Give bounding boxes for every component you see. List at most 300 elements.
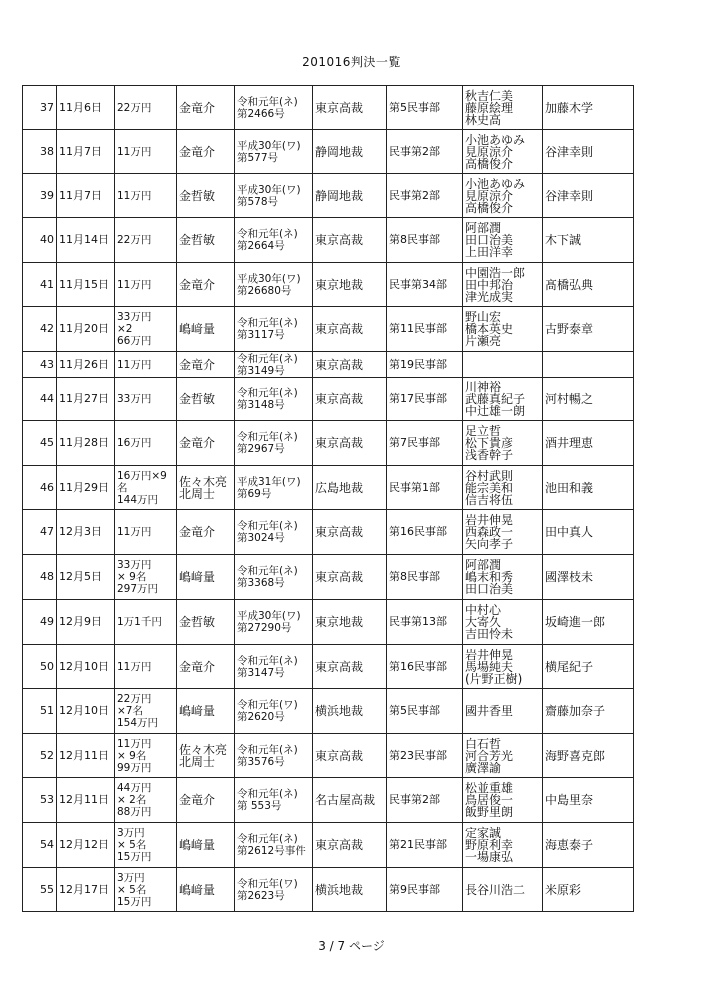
- judge-names-line: 中園浩一郎: [465, 265, 526, 280]
- plaintiff-attorney-line: 金竜介: [179, 525, 216, 539]
- court-name: 東京高裁: [313, 352, 387, 378]
- judge-names-line: 高橋俊介: [465, 156, 514, 171]
- award-amount: [115, 218, 177, 263]
- row-number: 49: [23, 600, 57, 645]
- award-amount-line: 44万円: [117, 782, 152, 794]
- plaintiff-attorney: [177, 778, 235, 823]
- case-number: [235, 218, 313, 263]
- case-number: [235, 174, 313, 218]
- case-number-line: 令和元年(ネ): [237, 833, 298, 845]
- award-amount: [115, 823, 177, 868]
- table-body: [23, 86, 634, 912]
- table-row: [23, 352, 634, 378]
- defendant-name: 髙橋弘典: [543, 263, 634, 307]
- plaintiff-attorney-line: 金竜介: [179, 277, 216, 292]
- award-amount-line: 16万円×9: [117, 469, 167, 482]
- table-row: [23, 174, 634, 218]
- table-row: [23, 307, 634, 352]
- judge-names-line: 橋本英史: [465, 322, 514, 336]
- row-number: 52: [23, 734, 57, 778]
- page-footer: 3 / 7 ページ: [318, 939, 385, 953]
- award-amount: [115, 263, 177, 307]
- court-name: 横浜地裁: [313, 689, 387, 734]
- plaintiff-attorney-line: 佐々木亮: [179, 742, 228, 757]
- award-amount: [115, 352, 177, 378]
- judgment-date: 12月10日: [57, 645, 115, 689]
- court-name: 東京高裁: [313, 307, 387, 352]
- case-number: [235, 734, 313, 778]
- award-amount-line: ×7名: [117, 705, 143, 717]
- judge-names-line: 小池あゆみ: [465, 132, 526, 147]
- judgment-date: 11月26日: [57, 352, 115, 378]
- judge-names-line: 阿部潤: [465, 221, 502, 235]
- case-number: [235, 600, 313, 645]
- court-name: 東京高裁: [313, 823, 387, 868]
- defendant-name: 海恵泰子: [543, 823, 634, 868]
- defendant-name: 河村暢之: [543, 378, 634, 421]
- row-number: 44: [23, 378, 57, 421]
- judgment-date: 12月11日: [57, 734, 115, 778]
- row-number: 40: [23, 218, 57, 263]
- defendant-name: 谷津幸則: [543, 130, 634, 174]
- case-number-line: 第2612号事件: [237, 845, 306, 857]
- judgment-date: 11月29日: [57, 466, 115, 510]
- row-number: 47: [23, 510, 57, 555]
- award-amount: [115, 174, 177, 218]
- judge-names-line: 足立哲: [465, 424, 502, 438]
- judge-names: [463, 130, 543, 174]
- case-number-line: 令和元年(ネ): [237, 520, 298, 532]
- plaintiff-attorney-line: 北周士: [179, 486, 216, 501]
- court-division: 民事第2部: [387, 174, 463, 218]
- award-amount-line: × 9名: [117, 749, 147, 762]
- case-number-line: 令和元年(ネ): [237, 743, 298, 756]
- judge-names-line: 林史高: [465, 112, 502, 127]
- judge-names-line: 長谷川浩二: [465, 882, 526, 897]
- judge-names: [463, 352, 543, 378]
- judgment-date: 11月20日: [57, 307, 115, 352]
- judge-names: [463, 555, 543, 600]
- judge-names: [463, 510, 543, 555]
- judge-names-line: 松並重雄: [465, 781, 514, 795]
- case-number-line: 令和元年(ネ): [237, 431, 298, 443]
- judge-names-line: 國井香里: [465, 704, 514, 718]
- table-row: [23, 218, 634, 263]
- case-number-line: 第3148号: [237, 399, 285, 411]
- table-row: [23, 130, 634, 174]
- table-row: [23, 823, 634, 868]
- case-number-line: 令和元年(ネ): [237, 654, 298, 667]
- defendant-name: 古野泰章: [543, 307, 634, 352]
- case-number-line: 令和元年(ネ): [237, 565, 298, 577]
- case-number-line: 令和元年(ネ): [237, 352, 298, 365]
- table-row: [23, 734, 634, 778]
- case-number-line: 平成30年(ワ): [237, 183, 301, 196]
- award-amount: [115, 689, 177, 734]
- award-amount-line: 99万円: [117, 761, 152, 774]
- case-number: [235, 823, 313, 868]
- court-name: 横浜地裁: [313, 868, 387, 912]
- court-name: 東京高裁: [313, 421, 387, 466]
- judgment-date: 12月9日: [57, 600, 115, 645]
- case-number-line: 第2664号: [237, 240, 285, 252]
- judge-names-line: 谷村武則: [465, 468, 514, 483]
- award-amount-line: 11万円: [117, 278, 152, 291]
- plaintiff-attorney: [177, 218, 235, 263]
- table-row: [23, 868, 634, 912]
- award-amount-line: 11万円: [117, 145, 152, 158]
- award-amount-line: 11万円: [117, 189, 152, 202]
- award-amount-line: 16万円: [117, 437, 152, 449]
- table-row: [23, 263, 634, 307]
- judge-names-line: 飯野里朗: [465, 805, 514, 819]
- case-number-line: 令和元年(ネ): [237, 228, 298, 240]
- judge-names: [463, 174, 543, 218]
- plaintiff-attorney-line: 嶋﨑量: [179, 838, 216, 852]
- defendant-name: 齋藤加奈子: [543, 689, 634, 734]
- defendant-name: 國澤枝未: [543, 555, 634, 600]
- court-division: 第19民事部: [387, 352, 463, 378]
- court-division: 第5民事部: [387, 86, 463, 130]
- plaintiff-attorney-line: 金哲敏: [179, 188, 216, 203]
- judgment-date: 12月5日: [57, 555, 115, 600]
- case-number: [235, 421, 313, 466]
- judge-names-line: 藤原絵理: [465, 100, 514, 115]
- award-amount-line: 144万円: [117, 493, 159, 506]
- judgment-date: 11月7日: [57, 130, 115, 174]
- award-amount: [115, 510, 177, 555]
- judge-names-line: 白石哲: [465, 736, 502, 751]
- award-amount-line: 名: [117, 481, 128, 494]
- plaintiff-attorney-line: 金竜介: [179, 659, 216, 674]
- court-name: 東京高裁: [313, 510, 387, 555]
- row-number: 37: [23, 86, 57, 130]
- defendant-name: 木下誠: [543, 218, 634, 263]
- defendant-name: [543, 352, 634, 378]
- award-amount: [115, 600, 177, 645]
- case-number-line: 平成30年(ワ): [237, 139, 301, 152]
- defendant-name: 中島里奈: [543, 778, 634, 823]
- case-number-line: 第2967号: [237, 443, 285, 455]
- award-amount-line: 3万円: [117, 871, 145, 884]
- court-division: 第16民事部: [387, 510, 463, 555]
- row-number: 42: [23, 307, 57, 352]
- plaintiff-attorney-line: 北周士: [179, 754, 216, 769]
- plaintiff-attorney: [177, 645, 235, 689]
- court-name: 東京高裁: [313, 734, 387, 778]
- row-number: 51: [23, 689, 57, 734]
- defendant-name: 谷津幸則: [543, 174, 634, 218]
- row-number: 48: [23, 555, 57, 600]
- judge-names-line: 大寄久: [465, 615, 502, 629]
- award-amount: [115, 734, 177, 778]
- judgment-date: 11月15日: [57, 263, 115, 307]
- judge-names-line: 小池あゆみ: [465, 176, 526, 191]
- court-name: 東京地裁: [313, 600, 387, 645]
- judge-names: [463, 778, 543, 823]
- judge-names-line: 鳥居俊一: [465, 793, 514, 807]
- judgment-date: 11月6日: [57, 86, 115, 130]
- award-amount: [115, 868, 177, 912]
- row-number: 53: [23, 778, 57, 823]
- judge-names-line: 片瀬亮: [465, 334, 502, 348]
- judge-names-line: 嶋末和秀: [465, 570, 514, 584]
- case-number-line: 平成30年(ワ): [237, 272, 301, 285]
- judge-names-line: 信吉将伍: [465, 492, 514, 507]
- judge-names-line: 定家誠: [465, 826, 502, 840]
- judge-names-line: 河合芳光: [465, 748, 514, 763]
- judge-names-line: 西森政一: [465, 525, 514, 539]
- judge-names: [463, 263, 543, 307]
- court-name: 東京高裁: [313, 555, 387, 600]
- plaintiff-attorney: [177, 689, 235, 734]
- court-name: 静岡地裁: [313, 130, 387, 174]
- case-number: [235, 689, 313, 734]
- defendant-name: 酒井理恵: [543, 421, 634, 466]
- award-amount-line: 1万1千円: [117, 616, 162, 628]
- court-name: 名古屋高裁: [313, 778, 387, 823]
- judge-names-line: 田口治美: [465, 233, 514, 247]
- court-division: 第5民事部: [387, 689, 463, 734]
- award-amount-line: 15万円: [117, 895, 152, 908]
- judge-names-line: 武藤真紀子: [465, 392, 526, 406]
- court-division: 民事第2部: [387, 778, 463, 823]
- award-amount-line: 33万円: [117, 311, 152, 323]
- judge-names: [463, 823, 543, 868]
- court-name: 広島地裁: [313, 466, 387, 510]
- judge-names-line: 一場康弘: [465, 850, 514, 864]
- award-amount-line: 11万円: [117, 526, 152, 538]
- court-name: 東京高裁: [313, 378, 387, 421]
- plaintiff-attorney: [177, 174, 235, 218]
- court-division: 第9民事部: [387, 868, 463, 912]
- judge-names-line: 中村心: [465, 603, 502, 617]
- court-division: 第23民事部: [387, 734, 463, 778]
- award-amount-line: 297万円: [117, 583, 159, 595]
- judge-names: [463, 218, 543, 263]
- court-name: 東京高裁: [313, 645, 387, 689]
- plaintiff-attorney: [177, 307, 235, 352]
- plaintiff-attorney-line: 金竜介: [179, 793, 216, 807]
- plaintiff-attorney-line: 嶋﨑量: [179, 322, 216, 336]
- judge-names-line: 能宗美和: [465, 480, 514, 495]
- award-amount: [115, 378, 177, 421]
- judge-names-line: 浅香幹子: [465, 448, 514, 462]
- row-number: 55: [23, 868, 57, 912]
- award-amount: [115, 130, 177, 174]
- row-number: 45: [23, 421, 57, 466]
- case-number-line: 令和元年(ネ): [237, 95, 298, 108]
- case-number-line: 令和元年(ネ): [237, 387, 298, 399]
- row-number: 50: [23, 645, 57, 689]
- table-row: [23, 778, 634, 823]
- case-number-line: 令和元年(ネ): [237, 317, 298, 329]
- case-number-line: 平成31年(ワ): [237, 475, 301, 488]
- case-number: [235, 466, 313, 510]
- plaintiff-attorney: [177, 263, 235, 307]
- case-number: [235, 510, 313, 555]
- judgment-date: 12月11日: [57, 778, 115, 823]
- judge-names: [463, 466, 543, 510]
- award-amount: [115, 466, 177, 510]
- plaintiff-attorney: [177, 421, 235, 466]
- award-amount-line: × 5名: [117, 839, 147, 851]
- plaintiff-attorney-line: 金竜介: [179, 436, 216, 450]
- court-name: 東京地裁: [313, 263, 387, 307]
- row-number: 38: [23, 130, 57, 174]
- defendant-name: 海野喜克郎: [543, 734, 634, 778]
- case-number: [235, 352, 313, 378]
- court-division: 第21民事部: [387, 823, 463, 868]
- row-number: 41: [23, 263, 57, 307]
- court-division: 第8民事部: [387, 218, 463, 263]
- judge-names: [463, 645, 543, 689]
- plaintiff-attorney: [177, 130, 235, 174]
- plaintiff-attorney-line: 嶋﨑量: [179, 882, 216, 897]
- judge-names: [463, 421, 543, 466]
- court-division: 民事第34部: [387, 263, 463, 307]
- award-amount-line: 11万円: [117, 358, 152, 371]
- defendant-name: 田中真人: [543, 510, 634, 555]
- row-number: 43: [23, 352, 57, 378]
- plaintiff-attorney: [177, 466, 235, 510]
- award-amount: [115, 307, 177, 352]
- table-row: [23, 378, 634, 421]
- case-number: [235, 307, 313, 352]
- case-number-line: 令和元年(ネ): [237, 788, 298, 800]
- award-amount-line: 33万円: [117, 559, 152, 571]
- judge-names-line: 田中邦治: [465, 277, 514, 292]
- case-number-line: 第69号: [237, 487, 272, 500]
- case-number: [235, 378, 313, 421]
- plaintiff-attorney: [177, 868, 235, 912]
- judgment-date: 11月28日: [57, 421, 115, 466]
- case-number-line: 第3368号: [237, 577, 285, 589]
- judge-names-line: 矢向孝子: [465, 537, 514, 551]
- plaintiff-attorney: [177, 555, 235, 600]
- court-division: 民事第2部: [387, 130, 463, 174]
- plaintiff-attorney: [177, 378, 235, 421]
- court-name: 東京高裁: [313, 218, 387, 263]
- plaintiff-attorney-line: 金竜介: [179, 144, 216, 159]
- court-division: 第7民事部: [387, 421, 463, 466]
- defendant-name: 横尾紀子: [543, 645, 634, 689]
- court-division: 民事第1部: [387, 466, 463, 510]
- award-amount: [115, 86, 177, 130]
- case-number-line: 第578号: [237, 195, 279, 208]
- plaintiff-attorney-line: 金哲敏: [179, 392, 216, 406]
- judge-names-line: 津光成実: [465, 289, 514, 304]
- case-number-line: 第 553号: [237, 800, 282, 812]
- case-number-line: 令和元年(ワ): [237, 877, 298, 890]
- judge-names-line: 阿部潤: [465, 558, 502, 572]
- plaintiff-attorney-line: 嶋﨑量: [179, 570, 216, 584]
- judge-names: [463, 689, 543, 734]
- judgment-date: 11月7日: [57, 174, 115, 218]
- plaintiff-attorney: [177, 600, 235, 645]
- judgment-date: 12月17日: [57, 868, 115, 912]
- plaintiff-attorney-line: 金哲敏: [179, 615, 216, 629]
- judge-names: [463, 734, 543, 778]
- case-number-line: 第27290号: [237, 622, 292, 634]
- court-division: 第17民事部: [387, 378, 463, 421]
- award-amount-line: × 9名: [117, 571, 147, 583]
- court-name: 東京高裁: [313, 86, 387, 130]
- defendant-name: 加藤木学: [543, 86, 634, 130]
- judge-names-line: 野山宏: [465, 310, 502, 324]
- award-amount-line: × 5名: [117, 883, 147, 896]
- case-number-line: 第2623号: [237, 889, 285, 902]
- plaintiff-attorney: [177, 86, 235, 130]
- award-amount-line: 22万円: [117, 693, 152, 705]
- judgment-table: [22, 85, 634, 912]
- judge-names-line: 見原涼介: [465, 144, 514, 159]
- case-number-line: 第3149号: [237, 364, 285, 377]
- case-number: [235, 130, 313, 174]
- judgment-date: 11月14日: [57, 218, 115, 263]
- table-row: [23, 466, 634, 510]
- case-number-line: 第577号: [237, 151, 279, 164]
- award-amount: [115, 778, 177, 823]
- plaintiff-attorney: [177, 823, 235, 868]
- judge-names: [463, 600, 543, 645]
- judge-names-line: 岩井伸晃: [465, 647, 514, 662]
- table-row: [23, 86, 634, 130]
- page-header: 201016判決一覧: [302, 55, 401, 69]
- award-amount: [115, 421, 177, 466]
- judge-names-line: 廣澤諭: [465, 760, 502, 775]
- case-number-line: 第3576号: [237, 755, 285, 768]
- award-amount-line: ×2: [117, 323, 133, 335]
- case-number-line: 平成30年(ワ): [237, 610, 301, 622]
- award-amount: [115, 645, 177, 689]
- judge-names-line: 高橋俊介: [465, 200, 514, 215]
- judge-names: [463, 86, 543, 130]
- award-amount-line: 22万円: [117, 101, 152, 114]
- case-number: [235, 555, 313, 600]
- award-amount-line: 11万円: [117, 660, 152, 673]
- judge-names: [463, 378, 543, 421]
- judge-names-line: 上田洋幸: [465, 245, 514, 259]
- plaintiff-attorney: [177, 352, 235, 378]
- row-number: 39: [23, 174, 57, 218]
- judge-names-line: (片野正樹): [465, 671, 523, 686]
- judgment-date: 12月10日: [57, 689, 115, 734]
- case-number-line: 第3147号: [237, 666, 285, 679]
- case-number: [235, 868, 313, 912]
- award-amount-line: 11万円: [117, 737, 152, 750]
- court-division: 民事第13部: [387, 600, 463, 645]
- plaintiff-attorney-line: 金哲敏: [179, 233, 216, 247]
- award-amount-line: 154万円: [117, 717, 159, 729]
- case-number-line: 第26680号: [237, 284, 292, 297]
- judgment-date: 12月3日: [57, 510, 115, 555]
- award-amount-line: 66万円: [117, 335, 152, 347]
- plaintiff-attorney: [177, 734, 235, 778]
- judge-names-line: 川神裕: [465, 380, 502, 394]
- award-amount-line: × 2名: [117, 794, 147, 806]
- judge-names: [463, 307, 543, 352]
- table-row: [23, 689, 634, 734]
- case-number: [235, 645, 313, 689]
- case-number: [235, 263, 313, 307]
- case-number-line: 第3117号: [237, 329, 285, 341]
- court-name: 静岡地裁: [313, 174, 387, 218]
- award-amount-line: 33万円: [117, 393, 152, 405]
- plaintiff-attorney-line: 金竜介: [179, 357, 216, 372]
- award-amount-line: 3万円: [117, 827, 145, 839]
- plaintiff-attorney-line: 金竜介: [179, 100, 216, 115]
